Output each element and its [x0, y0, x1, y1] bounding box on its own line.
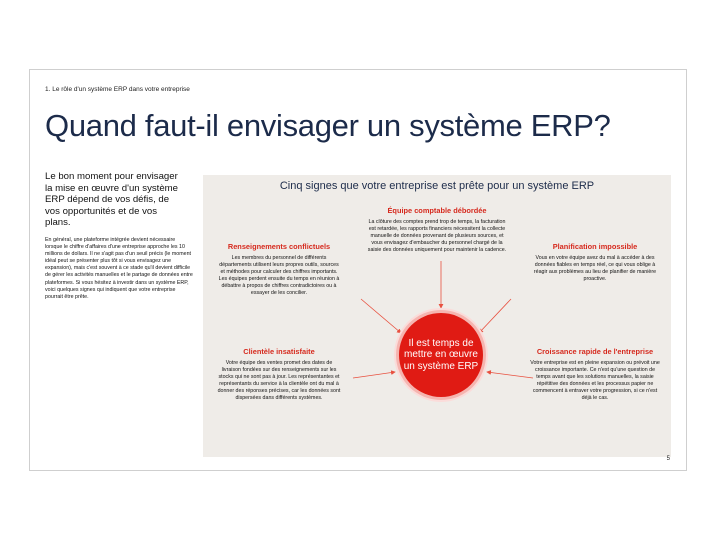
sign-right-bottom — [529, 347, 661, 401]
panel-title: Cinq signes que votre entreprise est prête pour un système ERP — [279, 180, 595, 192]
arrow-left-bottom — [353, 372, 395, 378]
sign-left-top — [217, 242, 341, 296]
intro-body: En général, une plateforme intégrée devient nécessaire lorsque le chiffre d'affaires d'une entreprise approche les 10 millions de dollars. Il ne s'agit pas d'un seuil précis (le moment idéal peut se présenter plus tôt si vous envisagez une expansion), mais c'est souvent à ce stade qu'il devient difficile de gérer les activités manuelles et le partage de données entre plateformes. Si vous hésitez à investir dans un système ERP, voici quelques signes qui indiquent que votre entreprise pourrait être prête. — [45, 237, 193, 300]
breadcrumb: 1. Le rôle d'un système ERP dans votre entreprise — [45, 86, 190, 93]
sign-right-bottom-title: Croissance rapide de l'entreprise — [536, 347, 654, 356]
sign-right-bottom-body: Votre entreprise est en pleine expansion ou prévoit une croissance importante. Ce n'est qu'une question de temps avant que les solutions manuelles, la saisie répétitive des données et les processus papier ne commencent à entraver votre progression, si ce n'est déjà le cas. — [530, 360, 660, 401]
sign-left-bottom-title: Clientèle insatisfaite — [243, 347, 315, 356]
sign-left-bottom-body: Votre équipe des ventes promet des dates de livraison fondées sur des renseignements sur les stocks qui ne sont pas à jour. Les représentantes et représentants du service à la clientèle ont du mal à donner des réponses précises, car les données sont dispersées dans différents systèmes. — [217, 360, 341, 401]
center-circle-text: Il est temps de mettre en œuvre un système ERP — [403, 337, 479, 372]
sign-top-body: La clôture des comptes prend trop de temps, la facturation est retardée, les rapports financiers nécessitent la collecte manuelle de données provenant de plusieurs sources, et vous envisagez d'embaucher du personnel chargé de la saisie des données uniquement pour maintenir la cadence. — [367, 219, 507, 253]
sign-top-title: Équipe comptable débordée — [387, 206, 487, 215]
sign-left-bottom — [217, 347, 341, 401]
sign-right-top-title: Planification impossible — [552, 242, 638, 251]
intro-lead: Le bon moment pour envisager la mise en œuvre d'un système ERP dépend de vos défis, de vos opportunités et de vos plans. — [45, 171, 178, 228]
center-circle — [399, 313, 483, 397]
sign-right-top-body: Vous en votre équipe avez du mal à accéder à des données fiables en temps réel, ce qui vous oblige à réagir aux problèmes au lieu de planifier de manière proactive. — [533, 255, 657, 282]
document-page — [29, 69, 687, 471]
arrow-right-top — [479, 299, 511, 333]
arrow-left-top — [361, 299, 401, 333]
sign-right-top — [533, 242, 657, 283]
sign-top — [367, 206, 507, 254]
sign-left-top-title: Renseignements conflictuels — [227, 242, 331, 251]
sign-left-top-body: Les membres du personnel de différents départements utilisent leurs propres outils, sources et méthodes pour calculer des chiffres importants. Les équipes perdent ensuite du temps en réunion à débattre à propos de chiffres contradictoires ou à essayer de les concilier. — [218, 255, 340, 296]
arrow-right-bottom — [487, 372, 533, 378]
page-number: 5 — [666, 456, 670, 462]
page-title: Quand faut-il envisager un système ERP? — [45, 108, 611, 143]
signs-panel — [203, 175, 671, 457]
